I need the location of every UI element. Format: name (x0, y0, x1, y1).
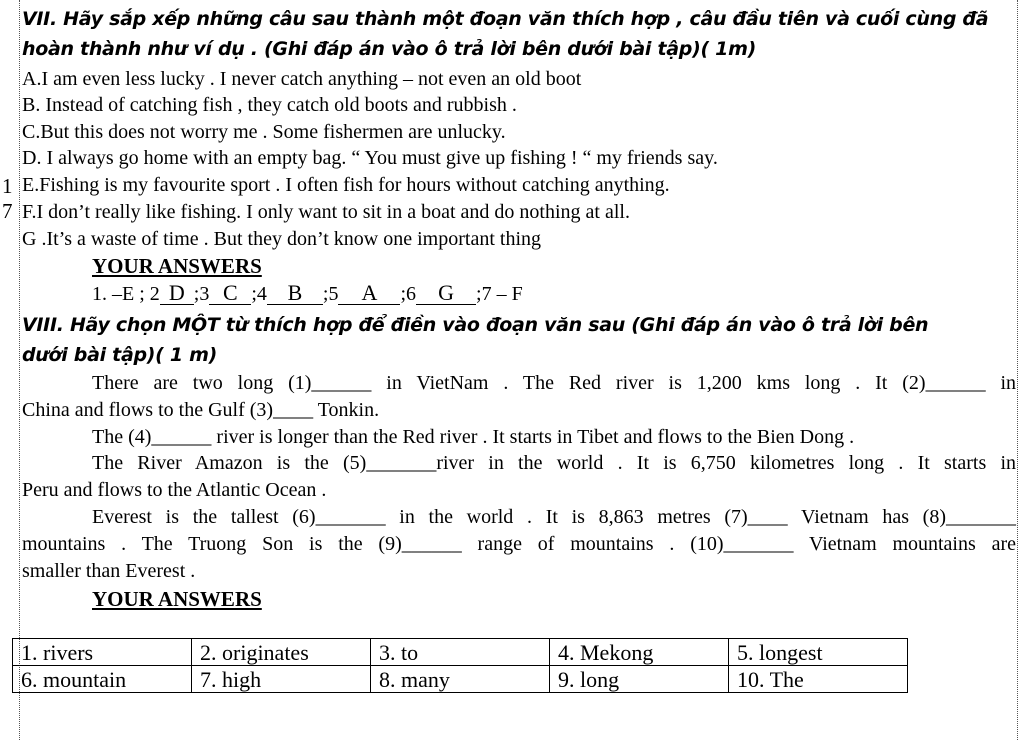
passage-line-7: mountains . The Truong Son is the (9)______ range of mountains . (10)_______ Vietnam mountains are (22, 533, 1016, 555)
answer-blank-3: C (209, 282, 251, 305)
answer-cell-6: 6. mountain (13, 666, 192, 693)
left-margin-line (19, 0, 20, 740)
passage-line-1: There are two long (1)______ in VietNam . The Red river is 1,200 kms long . It (2)______ in (92, 372, 1016, 394)
sequence-part: ;3 (193, 283, 210, 305)
order-answer-sequence (92, 282, 523, 306)
section7-your-answers: YOUR ANSWERS (92, 254, 262, 278)
answer-blank-6: G (416, 282, 476, 305)
table-row (13, 639, 908, 666)
passage-line-8: smaller than Everest . (22, 560, 196, 582)
right-margin-line (1017, 0, 1018, 740)
margin-number-last: 7 (2, 199, 13, 223)
sentence-c: C.But this does not worry me . Some fishermen are unlucky. (22, 121, 506, 143)
answers-table (12, 638, 908, 693)
section8-header-line2: dưới bài tập)( 1 m) (22, 344, 217, 366)
passage-line-3: The (4)______ river is longer than the Red river . It starts in Tibet and flows to the Bien Dong . (92, 426, 855, 448)
passage-line-5: Peru and flows to the Atlantic Ocean . (22, 479, 327, 501)
section7-header-line1: VII. Hãy sắp xếp những câu sau thành một đoạn văn thích hợp , câu đầu tiên và cuối cùng đã (22, 8, 989, 30)
sequence-part: 1. –E ; 2 (92, 283, 160, 305)
answer-blank-4: B (267, 282, 323, 305)
passage-line-2: China and flows to the Gulf (3)____ Tonkin. (22, 399, 380, 421)
answer-cell-2: 2. originates (192, 639, 371, 666)
answer-cell-1: 1. rivers (13, 639, 192, 666)
sequence-part: ;5 (322, 283, 339, 305)
table-row (13, 666, 908, 693)
answer-cell-8: 8. many (371, 666, 550, 693)
section8-your-answers: YOUR ANSWERS (92, 587, 262, 611)
answer-cell-10: 10. The (729, 666, 908, 693)
section8-header-line1: VIII. Hãy chọn MỘT từ thích hợp để điền vào đoạn văn sau (Ghi đáp án vào ô trả lời bên (22, 314, 929, 336)
section7-header-line2: hoàn thành như ví dụ . (Ghi đáp án vào ô trả lời bên dưới bài tập)( 1m) (22, 38, 756, 60)
sentence-f: F.I don’t really like fishing. I only want to sit in a boat and do nothing at all. (22, 201, 630, 223)
sentence-a: A.I am even less lucky . I never catch anything – not even an old boot (22, 68, 582, 90)
answer-cell-9: 9. long (550, 666, 729, 693)
sentence-b: B. Instead of catching fish , they catch old boots and rubbish . (22, 94, 517, 116)
answer-cell-5: 5. longest (729, 639, 908, 666)
passage-line-6: Everest is the tallest (6)_______ in the world . It is 8,863 metres (7)____ Vietnam has (8)_______ (92, 506, 1016, 528)
sequence-part: ;4 (251, 283, 267, 305)
answer-blank-2: D (160, 282, 194, 305)
answer-cell-7: 7. high (192, 666, 371, 693)
answer-cell-4: 4. Mekong (550, 639, 729, 666)
sentence-e: E.Fishing is my favourite sport . I often fish for hours without catching anything. (22, 174, 670, 196)
sequence-part: ;7 – F (476, 283, 523, 305)
sentence-d: D. I always go home with an empty bag. “ You must give up fishing ! “ my friends say. (22, 147, 718, 169)
passage-line-4: The River Amazon is the (5)_______river in the world . It is 6,750 kilometres long . It starts in (92, 452, 1016, 474)
answer-cell-3: 3. to (371, 639, 550, 666)
sequence-part: ;6 (400, 283, 417, 305)
sentence-g: G .It’s a waste of time . But they don’t know one important thing (22, 228, 542, 250)
answer-blank-5: A (338, 282, 400, 305)
margin-number-first: 1 (2, 174, 13, 198)
